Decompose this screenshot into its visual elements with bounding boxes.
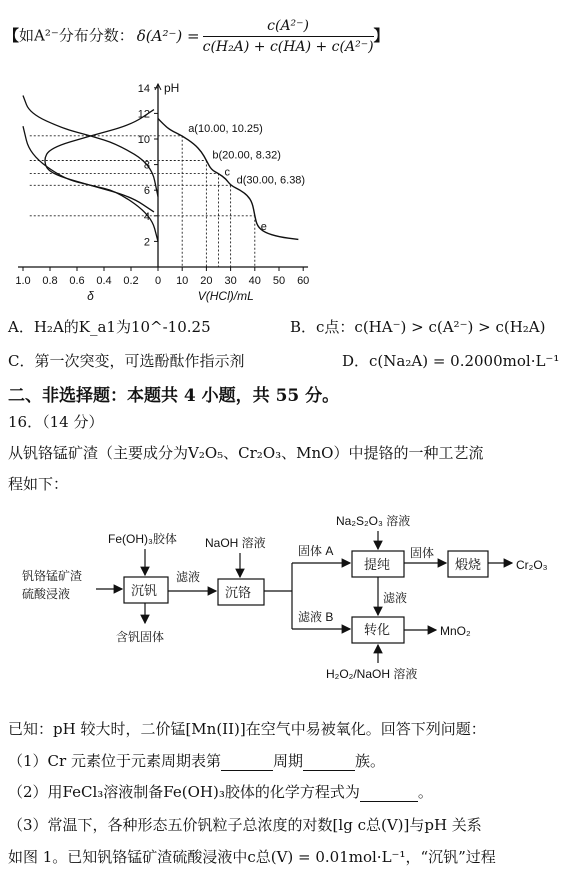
q1-part-c: 族。 <box>354 752 385 770</box>
option-a-label: A． <box>8 318 34 336</box>
question-3: （3）常温下，各种形态五价钒粒子总浓度的对数[lg c总(V)]与pH 关系 <box>8 816 482 834</box>
point-label: c <box>224 166 230 179</box>
y-tick-label: 6 <box>143 185 150 198</box>
option-b-text: c点：c(HA⁻) > c(A²⁻) > c(H₂A) <box>316 318 546 336</box>
option-c-text: 第一次突变，可选酚酞作指示剂 <box>34 352 245 370</box>
q1-blank-1[interactable] <box>221 752 273 771</box>
x-right-axis-label: V(HCl)/mL <box>197 289 254 303</box>
x-left-tick-label: 1.0 <box>15 275 31 287</box>
bracket-open: 【 <box>4 26 20 45</box>
flow-solid: 固体 <box>410 546 435 560</box>
option-b-label: B． <box>290 318 317 336</box>
flow-naoh: NaOH 溶液 <box>205 536 266 550</box>
x-right-tick-label: 50 <box>272 275 286 287</box>
option-b <box>290 316 545 337</box>
x-right-tick-label: 30 <box>224 275 237 287</box>
q2-part-a: （2）用FeCl₃溶液制备Fe(OH)₃胶体的化学方程式为 <box>8 783 360 801</box>
y-axis-label: pH <box>164 80 180 95</box>
section-title: 二、非选择题：本题共 4 小题，共 55 分。 <box>8 386 340 406</box>
bracket-close: 】 <box>373 26 389 45</box>
point-label: a(10.00, 10.25) <box>188 122 263 135</box>
q1-part-a: （1）Cr 元素位于元素周期表第 <box>8 752 221 770</box>
question-3-cont: 如图 1。已知钒铬锰矿渣硫酸浸液中c总(V) = 0.01mol·L⁻¹，“沉钒”过程 <box>8 848 496 866</box>
q16-number: 16．（14 分） <box>8 413 104 431</box>
x-right-tick-label: 60 <box>297 275 310 287</box>
q16-intro-1: 从钒铬锰矿渣（主要成分为V₂O₅、Cr₂O₃、MnO）中提铬的一种工艺流 <box>8 444 484 462</box>
option-a <box>8 316 211 337</box>
flow-input-2: 硫酸浸液 <box>22 587 71 601</box>
q16-intro-2: 程如下： <box>8 475 69 493</box>
y-tick-label: 10 <box>137 134 150 146</box>
flow-v-solid: 含钒固体 <box>116 630 165 644</box>
flow-box-duanshao: 煅烧 <box>455 557 482 572</box>
x-right-tick-label: 10 <box>176 275 189 287</box>
x-left-tick-label: 0 <box>154 275 162 287</box>
known-text: 已知：pH 较大时，二价锰[Mn(II)]在空气中易被氧化。回答下列问题： <box>8 720 486 738</box>
flow-box-chenfan: 沉钒 <box>131 583 158 598</box>
option-a-text: H₂A的K_a1为10^-10.25 <box>33 318 211 336</box>
flow-cr2o3: Cr₂O₃ <box>516 558 548 572</box>
x-right-tick-label: 20 <box>200 275 213 287</box>
flow-na2s2o3: Na₂S₂O₃ 溶液 <box>336 514 411 528</box>
fraction-denominator: c(H₂A) + c(HA) + c(A²⁻) <box>202 39 374 55</box>
point-label: b(20.00, 8.32) <box>212 149 281 162</box>
y-tick-label: 8 <box>143 159 150 172</box>
x-left-tick-label: 0.4 <box>96 275 112 287</box>
question-1 <box>8 750 385 771</box>
x-left-tick-label: 0.6 <box>69 275 85 287</box>
x-left-axis-label: δ <box>87 289 94 303</box>
flow-filtrate: 滤液 <box>176 570 201 584</box>
point-label: e <box>260 220 267 233</box>
fraction-numerator: c(A²⁻) <box>203 18 374 37</box>
option-d-text: c(Na₂A) = 0.2000mol·L⁻¹ <box>369 352 560 370</box>
y-tick-label: 14 <box>137 82 150 95</box>
y-tick-label: 4 <box>143 210 150 223</box>
header-prefix: 如A²⁻分布分数： <box>19 26 134 45</box>
option-d-label: D． <box>342 352 370 370</box>
flow-box-chenge: 沉铬 <box>225 585 252 600</box>
chart-labels <box>15 81 309 303</box>
x-left-tick-label: 0.8 <box>42 275 58 287</box>
x-right-tick-label: 40 <box>248 275 261 287</box>
y-tick-label: 2 <box>143 236 150 249</box>
q1-part-b: 周期 <box>272 752 303 770</box>
x-left-tick-label: 0.2 <box>123 275 139 287</box>
flow-box-tichun: 提纯 <box>364 557 391 572</box>
point-label: d(30.00, 6.38) <box>236 174 306 187</box>
process-flow-diagram <box>0 505 578 695</box>
flow-mno2: MnO₂ <box>440 624 471 638</box>
option-c <box>8 350 245 371</box>
flow-feoh: Fe(OH)₃胶体 <box>108 532 177 546</box>
flow-filtrate-b: 滤液 B <box>298 610 334 624</box>
q2-part-b: 。 <box>417 783 433 801</box>
flow-solid-a: 固体 A <box>298 544 334 558</box>
question-2 <box>8 781 433 802</box>
y-tick-label: 12 <box>137 108 150 121</box>
option-c-label: C． <box>8 352 35 370</box>
flow-input-1: 钒铬锰矿渣 <box>22 569 83 583</box>
header-lhs: δ(A²⁻) = <box>136 26 200 45</box>
q1-blank-2[interactable] <box>303 752 355 771</box>
q2-blank[interactable] <box>360 783 418 802</box>
titration-chart <box>0 72 578 312</box>
fraction <box>203 18 374 55</box>
option-d <box>342 350 559 371</box>
flow-box-zhuanhua: 转化 <box>364 622 391 637</box>
header-formula <box>4 18 389 55</box>
flow-h2o2: H₂O₂/NaOH 溶液 <box>326 667 418 681</box>
flow-lvye2: 滤液 <box>383 591 408 605</box>
